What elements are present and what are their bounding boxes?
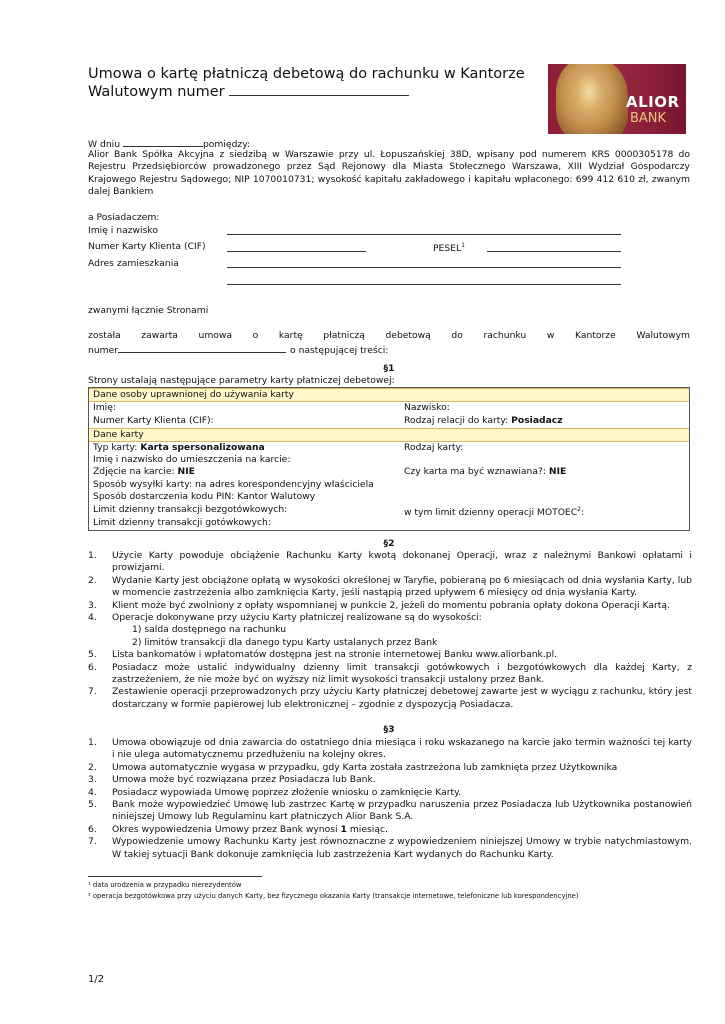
list-item: 1. Użycie Karty powoduje obciążenie Rachunku Karty kwotą dokonanej Operacji, wraz z należnymi Bankowi opłatami i prowizjami. xyxy=(88,550,692,574)
holder-intro: a Posiadaczem: xyxy=(88,212,160,223)
footnote-1: ¹ data urodzenia w przypadku nierezydentów xyxy=(88,881,242,889)
section-3-title: §3 xyxy=(383,724,395,735)
cif-field[interactable] xyxy=(227,251,366,252)
cif-label: Numer Karty Klienta (CIF) xyxy=(88,241,206,252)
cashless-limit-cell: Limit dzienny transakcji bezgotówkowych: xyxy=(93,504,288,515)
name-on-card-cell: Imię i nazwisko do umieszczenia na karcie: xyxy=(93,454,291,465)
card-type-cell: Typ karty: Karta spersonalizowana xyxy=(93,442,265,453)
parties-text: zwanymi łącznie Stronami xyxy=(88,305,209,316)
shipping-cell: Sposób wysyłki karty: na adres korespondencyjny właściciela xyxy=(93,479,374,490)
title-line-1: Umowa o kartę płatniczą debetową do rachunku w Kantorze xyxy=(88,66,525,82)
cash-limit-cell: Limit dzienny transakcji gotówkowych: xyxy=(93,517,271,528)
alior-bank-logo xyxy=(548,64,686,134)
name-field[interactable] xyxy=(227,234,621,235)
logo-text-bottom: BANK xyxy=(630,111,667,126)
pin-delivery-cell: Sposób dostarczenia kodu PIN: Kantor Walutowy xyxy=(93,491,316,502)
section-2-list xyxy=(88,550,692,711)
list-item: 2. Umowa automatycznie wygasa w przypadku, gdy Karta została zastrzeżona lub zamknięta przez Użytkownika xyxy=(88,761,618,773)
photo-cell: Zdjęcie na karcie: NIE xyxy=(93,466,195,477)
concluded-text-1: została zawarta umowa o kartę płatniczą debetową do rachunku w Kantorze Walutowym xyxy=(88,330,690,341)
section-2-title: §2 xyxy=(383,538,395,549)
cif-cell: Numer Karty Klienta (CIF): xyxy=(93,415,214,426)
table-header-authorized-person: Dane osoby uprawnionej do używania karty xyxy=(89,388,689,402)
pesel-field[interactable] xyxy=(487,251,621,252)
address-label: Adres zamieszkania xyxy=(88,258,179,269)
list-item: 6. Posiadacz może ustalić indywidualny dzienny limit transakcji gotówkowych i bezgotówkowych dla każdej Karty, z zastrzeżeniem, że nie może być on wyższy niż limit wysokości transakcji ustalony przez Bank. xyxy=(88,661,692,686)
list-item: 5. Lista bankomatów i wpłatomatów dostępna jest na stronie internetowej Banku www.aliorbank.pl. xyxy=(88,649,558,661)
name-label: Imię i nazwisko xyxy=(88,225,159,236)
list-item: 3. Klient może być zwolniony z opłaty wspomnianej w punkcie 2, jeżeli do momentu pobrania opłaty dokona Operacji Kartą. xyxy=(88,599,670,611)
relation-cell: Rodzaj relacji do karty: Posiadacz xyxy=(404,415,563,426)
concluded-text-2: numer o następującej treści: xyxy=(88,345,389,356)
table-header-card-data: Dane karty xyxy=(89,428,689,442)
pesel-label: PESEL$^1$ xyxy=(433,242,465,255)
contract-number-blank[interactable] xyxy=(229,85,409,96)
date-blank[interactable] xyxy=(123,137,203,147)
renewal-cell: Czy karta ma być wznawiana?: NIE xyxy=(404,466,567,477)
page-number: 1/2 xyxy=(88,974,105,985)
section-1-intro: Strony ustalają następujące parametry karty płatniczej debetowej: xyxy=(88,375,395,386)
address-field-1[interactable] xyxy=(227,267,621,268)
title-line-2: Walutowym numer xyxy=(88,83,225,100)
list-item: 7. Wypowiedzenie umowy Rachunku Karty jest równoznaczne z wypowiedzeniem niniejszej Umowy w trybie natychmiastowym. W takiej sytuacji Bank dokonuje zamknięcia lub zastrzeżenia Kart wydanych do Rachunku Karty. xyxy=(88,836,692,860)
sub-item: 2) limitów transakcji dla danego typu Karty ustalanych przez Bank xyxy=(132,636,438,648)
bank-description: Alior Bank Spółka Akcyjna z siedzibą w Warszawie przy ul. Łopuszańskiej 38D, wpisany pod numerem KRS 0000305178 do Rejestru Przedsiębiorców prowadzonego przez Sąd Rejonowy dla Miasta Stołecznego Warszawa, XIII Wydział Gospodarczy Krajowego Rejestru Sądowego; NIP 1070010731; wysokość kapitału zakładowego i kapitału wpłaconego: 699 412 610 zł, zwanym dalej Bankiem xyxy=(88,149,690,198)
address-field-2[interactable] xyxy=(227,284,621,285)
account-number-blank[interactable] xyxy=(118,343,286,353)
list-item: 4. Posiadacz wypowiada Umowę poprzez złożenie wniosku o zamknięcie Karty. xyxy=(88,786,462,798)
logo-text-top: ALIOR xyxy=(626,93,680,111)
list-item: 4. Operacje dokonywane przy użyciu Karty płatniczej realizowane są do wysokości: 1) salda dostępnego na rachunku 2) limitów transakcji dla danego typu Karty ustalanych przez Bank xyxy=(88,612,692,649)
card-parameters-table xyxy=(88,387,690,531)
list-item: 3. Umowa może być rozwiązana przez Posiadacza lub Bank. xyxy=(88,774,376,786)
list-item: 5. Bank może wypowiedzieć Umowę lub zastrzec Kartę w przypadku naruszenia przez Posiadacza lub Użytkownika postanowień niniejszej Umowy lub Regulaminu kart płatniczych Alior Bank S.A. xyxy=(88,799,692,823)
section-1-title: §1 xyxy=(383,363,395,374)
motoec-limit-cell: w tym limit dzienny operacji MOTOEC$^2$: xyxy=(404,506,585,519)
list-item: 2. Wydanie Karty jest obciążone opłatą w wysokości określonej w Taryfie, pobieraną po 6 miesiącach od dnia wysłania Karty, lub w momencie zastrzeżenia albo zamknięcia Karty, jeśli nastąpią przed upływem 6 miesięcy od dnia wysłania Karty. xyxy=(88,574,692,599)
date-line: W dniu pomiędzy: xyxy=(88,139,251,150)
document-title xyxy=(88,66,528,101)
sub-item: 1) salda dostępnego na rachunku xyxy=(132,624,287,636)
first-name-cell: Imię: xyxy=(93,402,116,413)
list-item: 6. Okres wypowiedzenia Umowy przez Bank wynosi 1 miesiąc. xyxy=(88,823,388,835)
list-item: 7. Zestawienie operacji przeprowadzonych przy użyciu Karty płatniczej debetowej zawarte jest w wyciągu z rachunku, który jest dostarczany w formie papierowej lub elektronicznej – zgodnie z dyspozycją Posiadacza. xyxy=(88,686,692,710)
section-3-list xyxy=(88,737,692,861)
footnote-2: ² operacja bezgotówkowa przy użyciu danych Karty, bez fizycznego okazania Karty (transakcje internetowe, telefoniczne lub korespondencyjne) xyxy=(88,892,579,900)
list-item: 1. Umowa obowiązuje od dnia zawarcia do ostatniego dnia miesiąca i roku wskazanego na karcie jako termin ważności tej karty i nie ulega automatycznemu przedłużeniu na kolejny okres. xyxy=(88,737,692,761)
card-kind-cell: Rodzaj karty: xyxy=(404,442,464,453)
footnote-separator xyxy=(88,876,262,877)
last-name-cell: Nazwisko: xyxy=(404,402,450,413)
